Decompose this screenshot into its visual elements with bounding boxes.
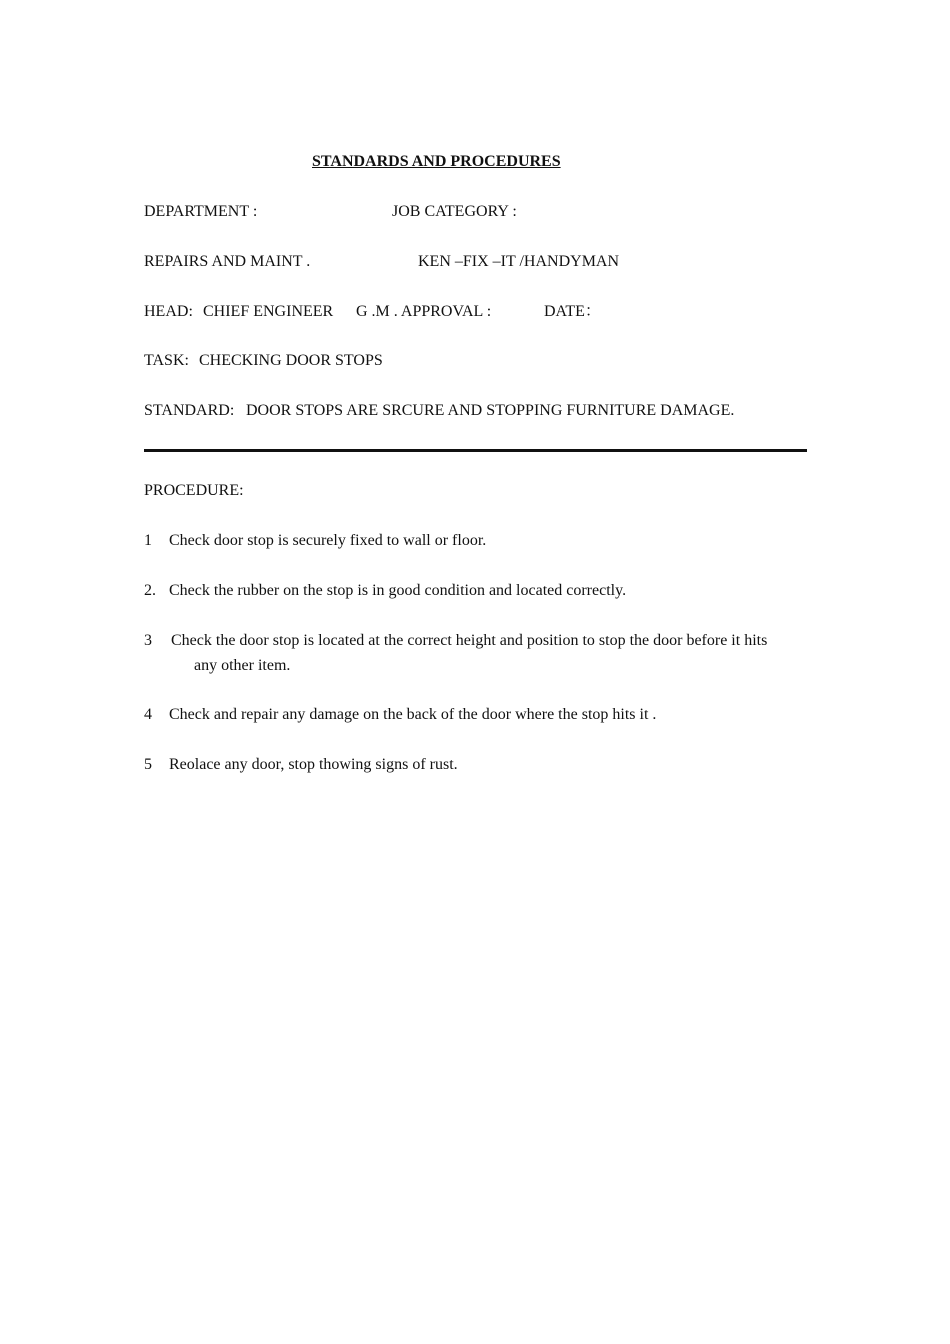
date-label: DATE： bbox=[544, 303, 601, 320]
step-number: 2. bbox=[144, 582, 156, 599]
department-value: REPAIRS AND MAINT . bbox=[144, 253, 311, 270]
step-text-continuation: any other item. bbox=[194, 657, 291, 674]
step-text: Check the door stop is located at the correct height and position to stop the door before it hits bbox=[171, 632, 768, 649]
step-number: 4 bbox=[144, 706, 152, 723]
task-label: TASK: bbox=[144, 352, 189, 369]
procedure-label: PROCEDURE: bbox=[144, 482, 244, 499]
job-category-value: KEN –FIX –IT /HANDYMAN bbox=[418, 253, 620, 270]
head-value: CHIEF ENGINEER bbox=[203, 303, 334, 320]
step-text: Check door stop is securely fixed to wall or floor. bbox=[169, 532, 487, 549]
standard-value: DOOR STOPS ARE SRCURE AND STOPPING FURNITURE DAMAGE. bbox=[246, 402, 735, 419]
gm-approval-label: G .M . APPROVAL : bbox=[356, 303, 492, 320]
step-text: Reolace any door, stop thowing signs of rust. bbox=[169, 756, 458, 773]
step-number: 1 bbox=[144, 532, 152, 549]
document-title: STANDARDS AND PROCEDURES bbox=[312, 153, 561, 170]
department-label: DEPARTMENT : bbox=[144, 203, 258, 220]
job-category-label: JOB CATEGORY : bbox=[392, 203, 517, 220]
standard-label: STANDARD: bbox=[144, 402, 235, 419]
step-number: 3 bbox=[144, 632, 152, 649]
step-text: Check the rubber on the stop is in good condition and located correctly. bbox=[169, 582, 627, 599]
step-text: Check and repair any damage on the back of the door where the stop hits it . bbox=[169, 706, 657, 723]
double-divider bbox=[144, 449, 807, 453]
task-value: CHECKING DOOR STOPS bbox=[199, 352, 383, 369]
step-number: 5 bbox=[144, 756, 152, 773]
head-label: HEAD: bbox=[144, 303, 193, 320]
